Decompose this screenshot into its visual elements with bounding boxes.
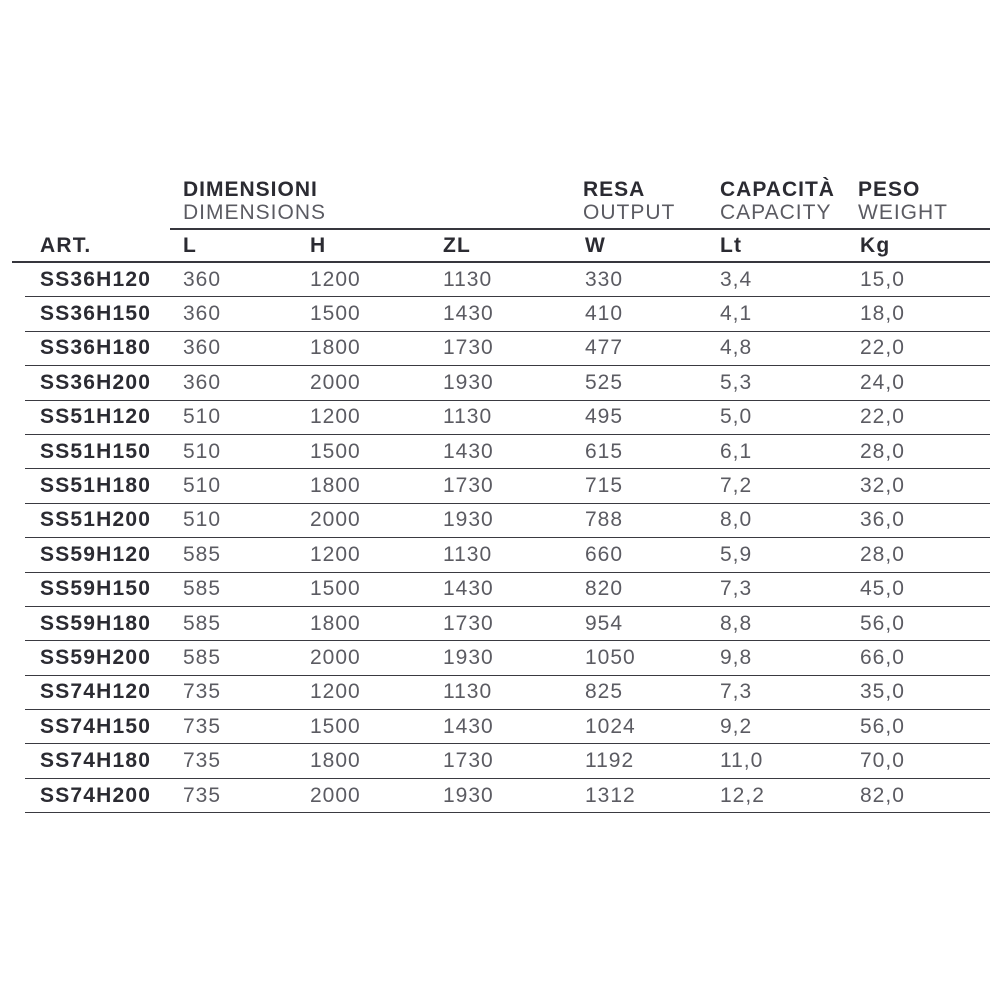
cell-l: 360 [183, 370, 222, 394]
cell-zl: 1730 [443, 611, 494, 635]
cell-l: 585 [183, 645, 222, 669]
group-header-row [25, 178, 990, 228]
column-header-row [25, 230, 990, 261]
cell-zl: 1730 [443, 474, 494, 498]
cell-h: 1800 [310, 611, 361, 635]
cell-art: SS51H150 [40, 439, 152, 463]
table-row [25, 469, 990, 503]
column-header-zl: ZL [443, 233, 472, 257]
cell-zl: 1730 [443, 749, 494, 773]
cell-lt: 5,3 [720, 370, 753, 394]
cell-lt: 9,2 [720, 714, 753, 738]
cell-kg: 28,0 [860, 439, 905, 463]
cell-l: 735 [183, 680, 222, 704]
table-row [25, 504, 990, 538]
cell-art: SS51H200 [40, 508, 152, 532]
cell-lt: 7,3 [720, 577, 753, 601]
cell-l: 510 [183, 405, 222, 429]
group-subtitle-dimensions: DIMENSIONS [183, 201, 327, 224]
cell-lt: 8,0 [720, 508, 753, 532]
cell-kg: 82,0 [860, 783, 905, 807]
cell-w: 1192 [585, 749, 635, 773]
cell-w: 330 [585, 267, 624, 291]
cell-l: 585 [183, 611, 222, 635]
cell-h: 2000 [310, 370, 361, 394]
cell-zl: 1930 [443, 645, 494, 669]
cell-zl: 1430 [443, 439, 494, 463]
table-row [25, 401, 990, 435]
cell-h: 1200 [310, 405, 361, 429]
cell-lt: 5,9 [720, 542, 753, 566]
cell-art: SS51H120 [40, 405, 152, 429]
cell-art: SS36H200 [40, 370, 152, 394]
cell-kg: 15,0 [860, 267, 905, 291]
cell-lt: 7,2 [720, 474, 753, 498]
cell-lt: 9,8 [720, 645, 753, 669]
cell-zl: 1130 [443, 267, 493, 291]
cell-h: 1500 [310, 302, 361, 326]
cell-art: SS59H120 [40, 542, 152, 566]
cell-h: 1200 [310, 267, 361, 291]
cell-art: SS59H180 [40, 611, 152, 635]
column-header-art: ART. [40, 233, 92, 257]
column-header-w: W [585, 233, 607, 257]
group-subtitle-output: OUTPUT [583, 201, 676, 224]
cell-w: 525 [585, 370, 624, 394]
table-row [25, 297, 990, 331]
cell-art: SS74H200 [40, 783, 152, 807]
cell-art: SS59H150 [40, 577, 152, 601]
cell-art: SS74H120 [40, 680, 152, 704]
cell-h: 1500 [310, 714, 361, 738]
table-row [25, 641, 990, 675]
cell-w: 825 [585, 680, 624, 704]
cell-kg: 45,0 [860, 577, 905, 601]
cell-lt: 7,3 [720, 680, 753, 704]
cell-l: 735 [183, 749, 222, 773]
cell-w: 495 [585, 405, 624, 429]
cell-kg: 36,0 [860, 508, 905, 532]
cell-lt: 4,1 [720, 302, 753, 326]
cell-lt: 4,8 [720, 336, 753, 360]
cell-zl: 1730 [443, 336, 494, 360]
table-row [25, 538, 990, 572]
cell-l: 735 [183, 714, 222, 738]
cell-art: SS51H180 [40, 474, 152, 498]
cell-art: SS36H180 [40, 336, 152, 360]
cell-l: 510 [183, 474, 222, 498]
cell-h: 1500 [310, 577, 361, 601]
cell-zl: 1430 [443, 714, 494, 738]
table-row [25, 263, 990, 297]
cell-lt: 12,2 [720, 783, 765, 807]
cell-kg: 24,0 [860, 370, 905, 394]
column-header-h: H [310, 233, 327, 257]
cell-zl: 1430 [443, 577, 494, 601]
cell-art: SS74H180 [40, 749, 152, 773]
table-row [25, 366, 990, 400]
table-row [25, 435, 990, 469]
cell-kg: 56,0 [860, 714, 905, 738]
cell-w: 660 [585, 542, 624, 566]
group-output [583, 178, 675, 224]
cell-l: 585 [183, 542, 222, 566]
cell-h: 1200 [310, 680, 361, 704]
cell-w: 788 [585, 508, 624, 532]
cell-l: 360 [183, 302, 222, 326]
cell-lt: 5,0 [720, 405, 753, 429]
cell-h: 2000 [310, 645, 361, 669]
cell-lt: 8,8 [720, 611, 753, 635]
cell-art: SS59H200 [40, 645, 152, 669]
cell-l: 510 [183, 508, 222, 532]
table-row [25, 744, 990, 778]
cell-l: 360 [183, 267, 222, 291]
cell-h: 1800 [310, 336, 361, 360]
cell-l: 735 [183, 783, 222, 807]
cell-kg: 70,0 [860, 749, 905, 773]
group-subtitle-weight: WEIGHT [858, 201, 948, 224]
table-row [25, 710, 990, 744]
cell-lt: 3,4 [720, 267, 753, 291]
cell-w: 820 [585, 577, 624, 601]
group-title-weight: PESO [858, 178, 921, 201]
cell-l: 510 [183, 439, 222, 463]
cell-art: SS36H120 [40, 267, 152, 291]
cell-l: 585 [183, 577, 222, 601]
cell-w: 715 [585, 474, 624, 498]
cell-w: 477 [585, 336, 624, 360]
cell-lt: 6,1 [720, 439, 753, 463]
cell-h: 2000 [310, 783, 361, 807]
cell-kg: 66,0 [860, 645, 905, 669]
cell-art: SS36H150 [40, 302, 152, 326]
cell-w: 1024 [585, 714, 636, 738]
cell-zl: 1930 [443, 508, 494, 532]
group-title-output: RESA [583, 178, 646, 201]
column-header-l: L [183, 233, 198, 257]
cell-kg: 28,0 [860, 542, 905, 566]
cell-kg: 35,0 [860, 680, 905, 704]
cell-art: SS74H150 [40, 714, 152, 738]
cell-kg: 22,0 [860, 336, 905, 360]
spec-table [25, 178, 990, 813]
cell-w: 410 [585, 302, 624, 326]
cell-kg: 32,0 [860, 474, 905, 498]
cell-w: 1050 [585, 645, 636, 669]
table-row [25, 779, 990, 813]
table-row [25, 573, 990, 607]
cell-kg: 18,0 [860, 302, 905, 326]
group-dimensions [183, 178, 326, 224]
cell-h: 2000 [310, 508, 361, 532]
cell-zl: 1430 [443, 302, 494, 326]
group-capacity [720, 178, 835, 224]
table-row [25, 676, 990, 710]
table-row [25, 332, 990, 366]
cell-zl: 1130 [443, 680, 493, 704]
group-title-dimensions: DIMENSIONI [183, 178, 318, 201]
cell-h: 1200 [310, 542, 361, 566]
group-weight [858, 178, 948, 224]
group-title-capacity: CAPACITÀ [720, 178, 835, 201]
cell-h: 1800 [310, 749, 361, 773]
cell-h: 1500 [310, 439, 361, 463]
group-subtitle-capacity: CAPACITY [720, 201, 832, 224]
cell-zl: 1930 [443, 783, 494, 807]
cell-zl: 1930 [443, 370, 494, 394]
column-header-lt: Lt [720, 233, 743, 257]
cell-lt: 11,0 [720, 749, 764, 773]
cell-kg: 22,0 [860, 405, 905, 429]
column-header-kg: Kg [860, 233, 891, 257]
cell-l: 360 [183, 336, 222, 360]
cell-w: 615 [585, 439, 624, 463]
cell-zl: 1130 [443, 405, 493, 429]
table-row [25, 607, 990, 641]
cell-h: 1800 [310, 474, 361, 498]
cell-w: 954 [585, 611, 624, 635]
cell-zl: 1130 [443, 542, 493, 566]
cell-w: 1312 [585, 783, 636, 807]
cell-kg: 56,0 [860, 611, 905, 635]
